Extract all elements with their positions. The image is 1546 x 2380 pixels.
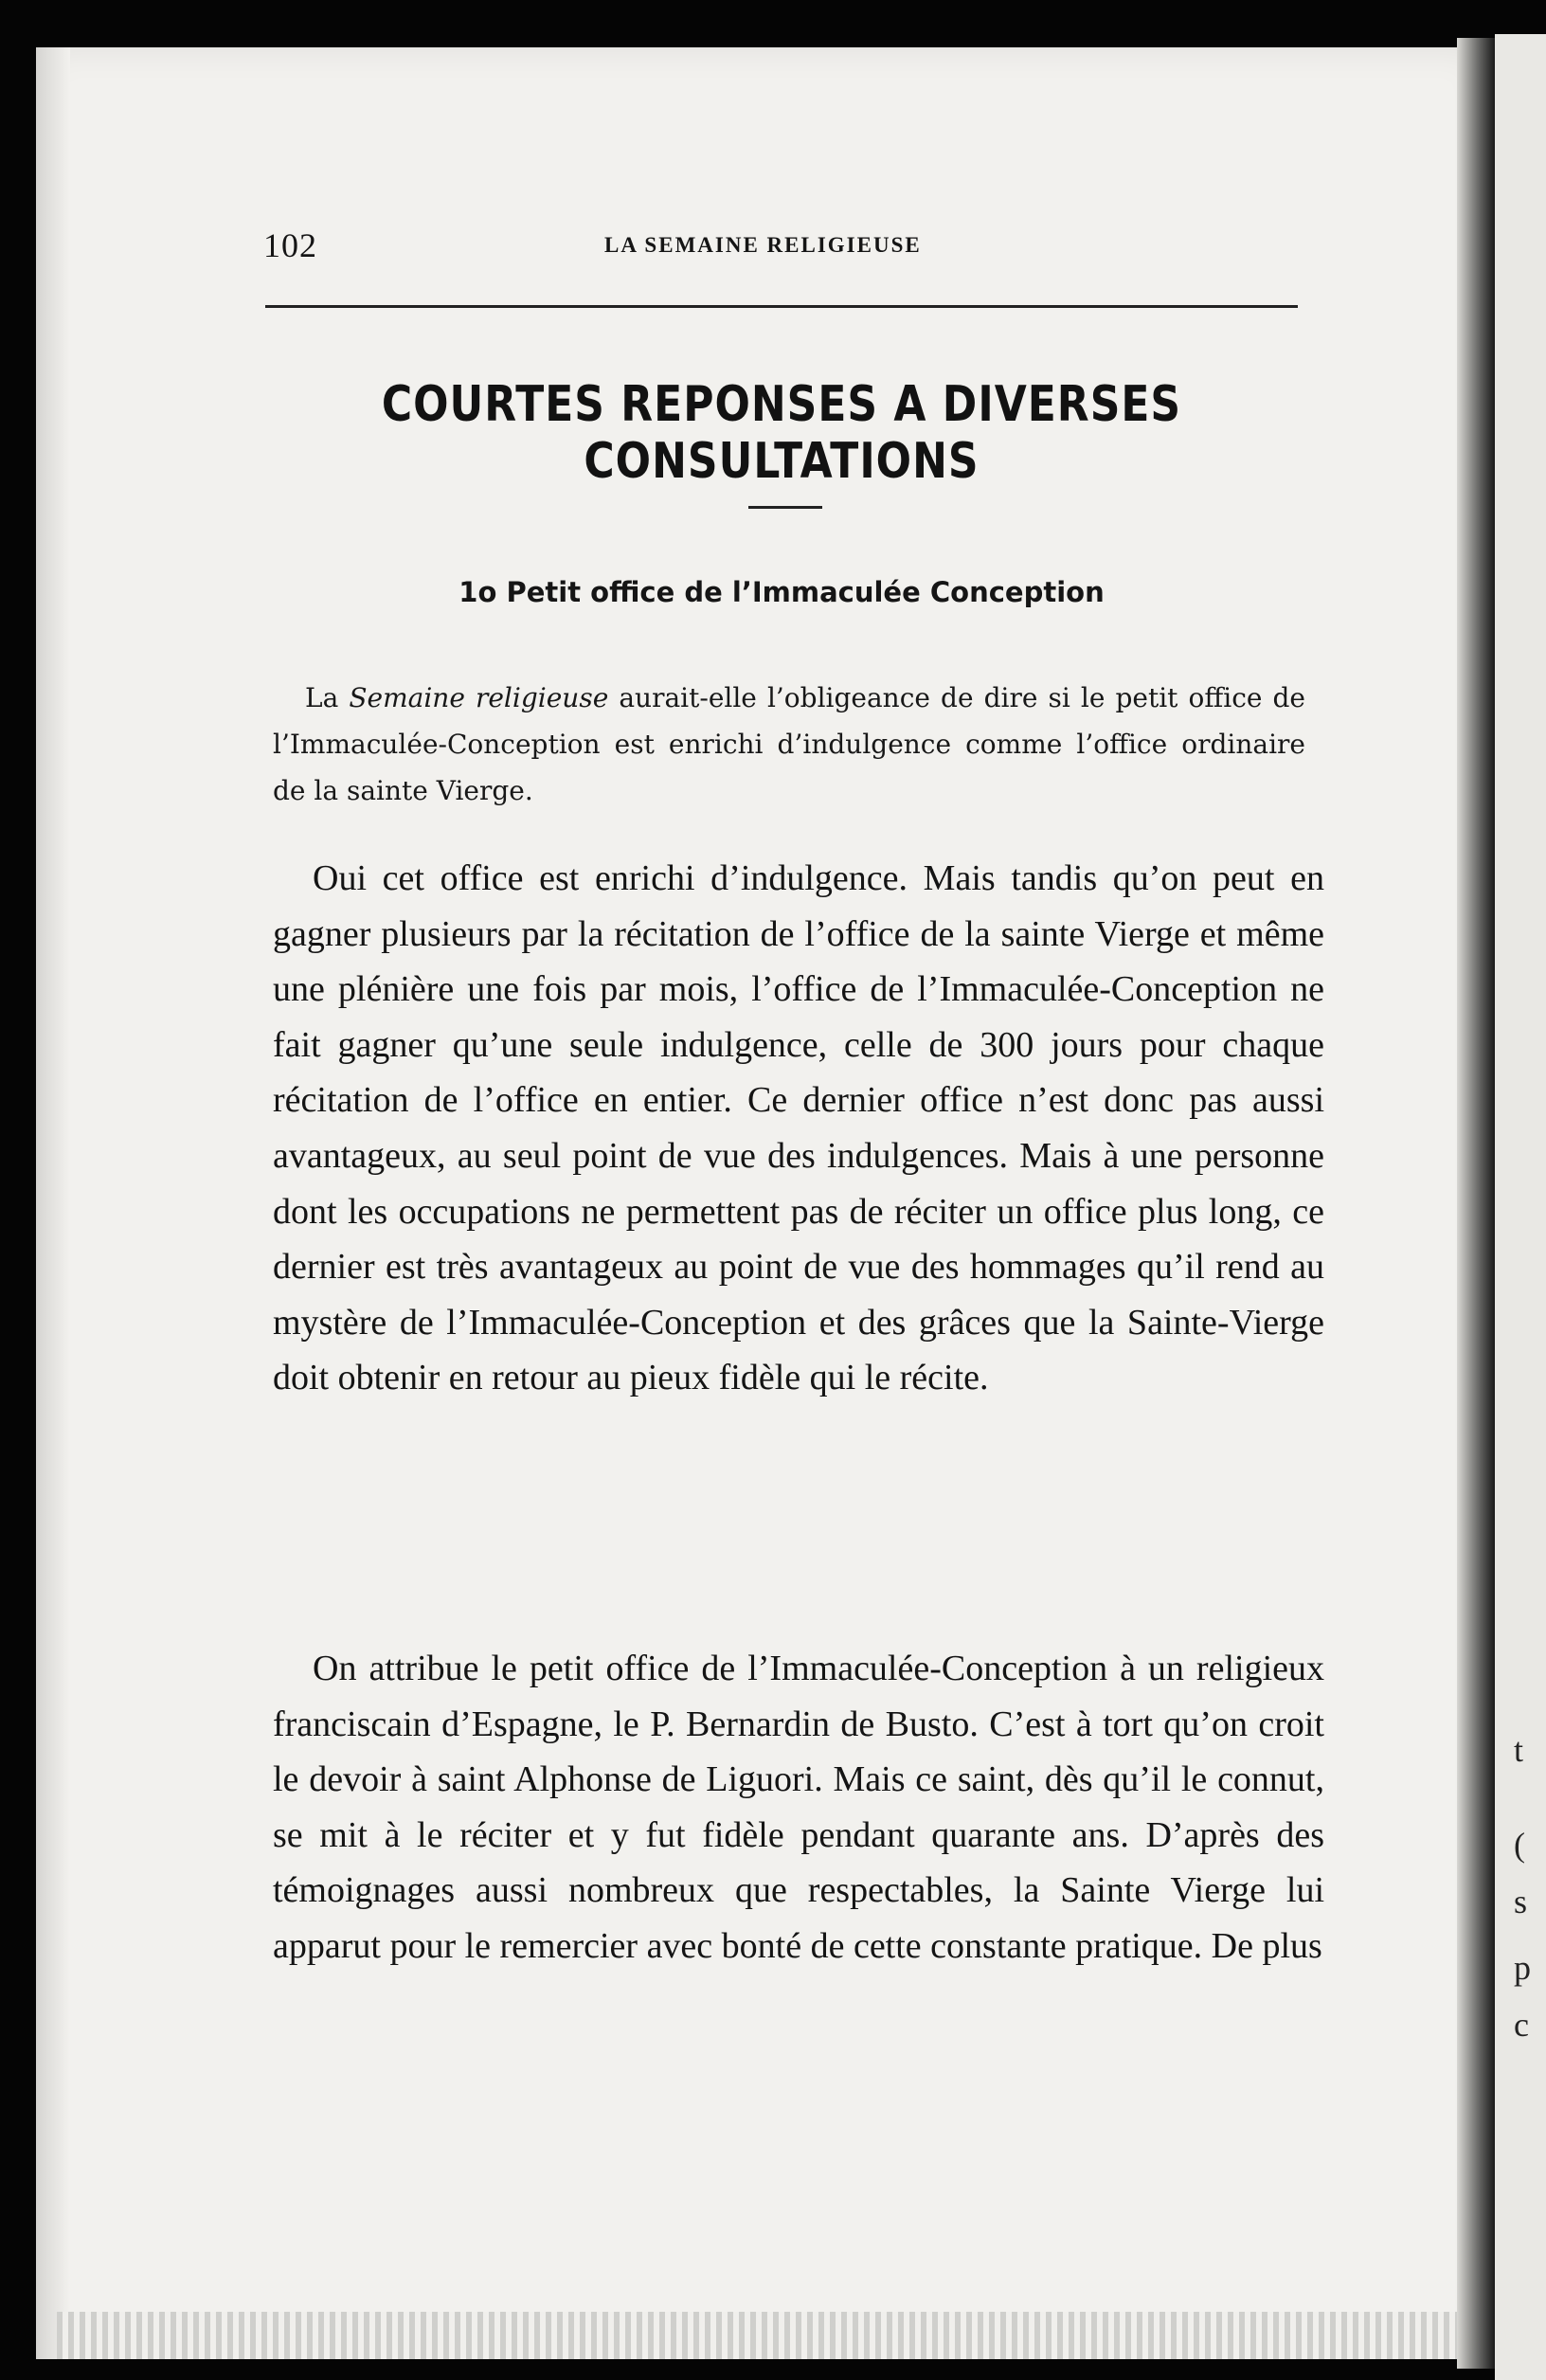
- journal-title: LA SEMAINE RELIGIEUSE: [604, 233, 922, 257]
- answer-paragraph: Oui cet office est enrichi d’indulgence. Mais tandis qu’on peut en gagner plusieurs par la récitation de l’office de la sainte Vierge et même une plénière une fois par mois, l’office de l’Immaculée-Conception ne fait gagner qu’une seule indulgence, celle de 300 jours pour chaque récitation de l’office en entier. Ce dernier office n’est donc pas aussi avantageux, au seul point de vue des indulgences. Mais à une personne dont les occupations ne permettent pas de réciter un office plus long, ce dernier est très avantageux au point de vue des hommages qu’il rend au mystère de l’Immaculée-Conception et des grâces que la Sainte-Vierge doit obtenir en retour au pieux fidèle qui le récite.: [273, 858, 1324, 1398]
- adjacent-page-strip: [1495, 34, 1546, 2380]
- question-text: aurait-elle l’obligeance de dire si le petit office de l’Immaculée-Conception est enrichi d’indulgence comme l’office ordinaire de la sainte Vierge.: [273, 682, 1306, 806]
- header-rule: [265, 305, 1298, 308]
- title-divider: [748, 506, 822, 509]
- page-left-edge: [36, 47, 70, 2359]
- running-header: [263, 225, 1296, 273]
- answer-paragraph: On attribue le petit office de l’Immaculée-Conception à un religieux franciscain d’Espagne, le P. Bernardin de Busto. C’est à tort qu’on croit le devoir à saint Alphonse de Liguori. Mais ce saint, dès qu’il le connut, se mit à le réciter et y fut fidèle pendant quarante ans. D’après des témoignages aussi nombreux que respectables, la Sainte Vierge lui apparut pour le remercier avec bonté de cette constante pratique. De plus: [273, 1649, 1324, 1966]
- article-subheading: 1o Petit office de l’Immaculée Conception: [458, 576, 1105, 608]
- page-number: 102: [263, 226, 317, 264]
- section-title: COURTES REPONSES A DIVERSES CONSULTATIONS: [381, 375, 1182, 491]
- question-publication-name: Semaine religieuse: [349, 682, 609, 713]
- reader-question: [273, 675, 1305, 814]
- adjacent-page-char: (: [1514, 1826, 1525, 1864]
- book-gutter: [1457, 38, 1495, 2369]
- page-stack-edge: [57, 2312, 1457, 2359]
- adjacent-page-char: c: [1514, 2006, 1529, 2044]
- adjacent-page-char: t: [1514, 1731, 1524, 1769]
- adjacent-page-char: p: [1514, 1949, 1531, 1987]
- question-lead: La: [305, 682, 350, 713]
- adjacent-page-char: s: [1514, 1883, 1528, 1920]
